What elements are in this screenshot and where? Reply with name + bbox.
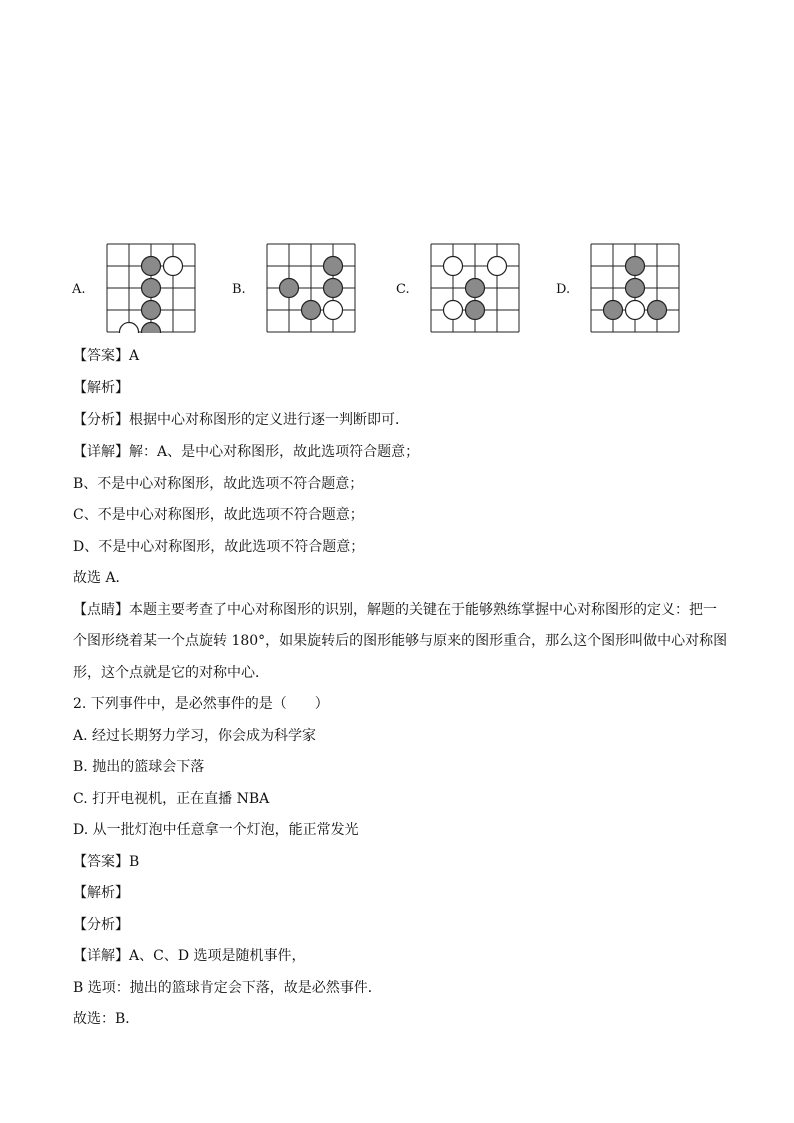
gray-stone <box>302 301 321 320</box>
gray-stone <box>142 301 161 320</box>
white-stone <box>444 301 463 320</box>
gray-stone <box>466 301 485 320</box>
q1-answer: 【答案】A <box>73 348 140 364</box>
q2-choose: 故选：B． <box>73 1011 140 1027</box>
q1-dianjing-line-3: 形，这个点就是它的对称中心． <box>73 665 269 681</box>
white-stone <box>120 323 139 334</box>
option-d-label: D. <box>556 282 571 297</box>
option-a-go-board <box>96 243 206 333</box>
q1-xiangjie: 【详解】解：A、是中心对称图形，故此选项符合题意； <box>73 444 420 460</box>
q2-fenxi: 【分析】 <box>73 917 129 933</box>
option-b-label: B. <box>232 282 246 297</box>
option-b-go-board <box>256 243 366 333</box>
gray-stone <box>626 279 645 298</box>
q1-fenxi: 【分析】根据中心对称图形的定义进行逐一判断即可． <box>73 412 409 428</box>
q1-analysis-heading: 【解析】 <box>73 380 129 396</box>
white-stone <box>626 301 645 320</box>
gray-stone <box>648 301 667 320</box>
q1-dianjing-line-1: 【点睛】本题主要考查了中心对称图形的识别，解题的关键在于能够熟练掌握中心对称图形的定义：把一 <box>73 602 717 618</box>
gray-stone <box>324 257 343 276</box>
gray-stone <box>626 257 645 276</box>
q1-option-b-analysis: B、不是中心对称图形，故此选项不符合题意； <box>73 476 364 492</box>
option-a-label: A. <box>72 282 86 297</box>
white-stone <box>444 257 463 276</box>
q2-answer: 【答案】B <box>73 854 140 870</box>
white-stone <box>324 301 343 320</box>
gray-stone <box>604 301 623 320</box>
gray-stone <box>280 279 299 298</box>
gray-stone <box>324 279 343 298</box>
q1-dianjing-line-2: 个图形绕着某一个点旋转 180°，如果旋转后的图形能够与原来的图形重合，那么这个图形叫做中心对称图 <box>73 633 728 649</box>
gray-stone <box>142 323 161 334</box>
q2-option-c: C. 打开电视机，正在直播 NBA <box>73 791 270 807</box>
q1-option-d-analysis: D、不是中心对称图形，故此选项不符合题意； <box>73 539 365 555</box>
option-c-label: C. <box>396 282 410 297</box>
q2-analysis-heading: 【解析】 <box>73 885 129 901</box>
white-stone <box>164 257 183 276</box>
option-c-go-board <box>420 243 530 333</box>
option-d-go-board <box>580 243 690 333</box>
gray-stone <box>142 279 161 298</box>
q2-stem: 2. 下列事件中，是必然事件的是（ ） <box>73 696 329 712</box>
q1-option-figures <box>0 240 794 340</box>
q2-option-d: D. 从一批灯泡中任意拿一个灯泡，能正常发光 <box>73 822 359 838</box>
gray-stone <box>466 279 485 298</box>
white-stone <box>488 257 507 276</box>
q2-xiangjie: 【详解】A、C、D 选项是随机事件， <box>73 948 306 964</box>
q2-option-b: B. 抛出的篮球会下落 <box>73 759 205 775</box>
q1-choose: 故选 A． <box>73 570 130 586</box>
q1-option-c-analysis: C、不是中心对称图形，故此选项不符合题意； <box>73 507 364 523</box>
q2-option-b-analysis: B 选项：抛出的篮球肯定会下落，故是必然事件． <box>73 980 382 996</box>
gray-stone <box>142 257 161 276</box>
q2-option-a: A. 经过长期努力学习，你会成为科学家 <box>73 728 317 744</box>
